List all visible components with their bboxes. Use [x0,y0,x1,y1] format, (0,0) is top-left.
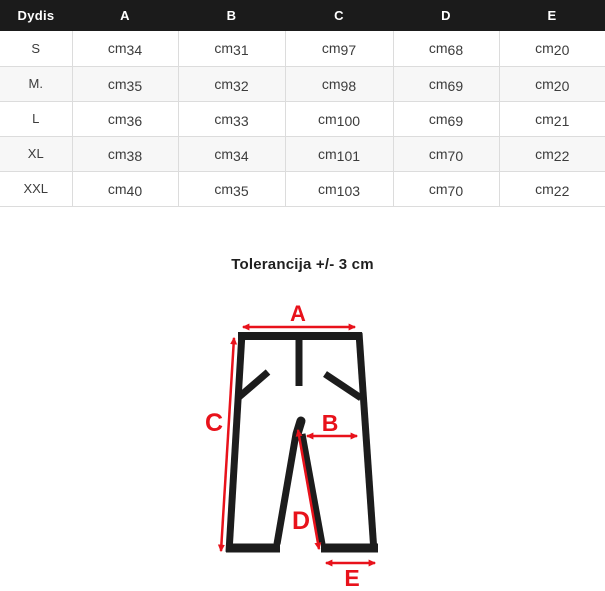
column-header: C [285,0,393,31]
measurement-cell: cm97 [285,31,393,66]
measure-label-d: D [291,506,311,535]
measurement-cell: cm40 [72,171,178,206]
measurement-cell: cm22 [499,136,605,171]
measure-label-b: B [321,409,339,436]
column-header: B [178,0,285,31]
measurement-cell: cm34 [178,136,285,171]
column-header: Dydis [0,0,72,31]
measurement-cell: cm20 [499,66,605,101]
size-label-cell: M. [0,66,72,101]
column-header: E [499,0,605,31]
size-table-head-row [0,0,605,31]
measurement-cell: cm36 [72,101,178,136]
pants-diagram [0,292,605,591]
measurement-cell: cm70 [393,171,499,206]
pants-left-pocket-line [239,372,268,397]
measurement-cell: cm68 [393,31,499,66]
measurement-cell: cm38 [72,136,178,171]
measurement-cell: cm31 [178,31,285,66]
measurement-cell: cm22 [499,171,605,206]
measure-label-a: A [290,300,306,326]
measurement-cell: cm34 [72,31,178,66]
measurement-cell: cm20 [499,31,605,66]
size-table [0,0,605,207]
size-row [0,136,605,171]
pants-right-pocket-line [325,374,361,398]
pants-left-outer-seam [229,333,242,552]
pants-diagram-section [0,292,605,591]
measurement-cell: cm35 [72,66,178,101]
size-table-body [0,31,605,206]
size-row [0,31,605,66]
size-label-cell: S [0,31,72,66]
size-row [0,171,605,206]
size-row [0,101,605,136]
column-header: A [72,0,178,31]
measure-label-e: E [344,564,360,591]
size-label-cell: XL [0,136,72,171]
size-label-cell: XXL [0,171,72,206]
measurement-cell: cm69 [393,101,499,136]
measurement-cell: cm101 [285,136,393,171]
measurement-cell: cm98 [285,66,393,101]
measurement-cell: cm35 [178,171,285,206]
tolerance-note: Tolerancija +/- 3 cm [231,255,374,273]
measurement-cell: cm32 [178,66,285,101]
measurement-cell: cm100 [285,101,393,136]
size-row [0,66,605,101]
measurement-cell: cm69 [393,66,499,101]
column-header: D [393,0,499,31]
pants-right-outer-seam [359,333,374,552]
measurement-cell: cm70 [393,136,499,171]
measure-label-c: C [204,408,224,437]
measurement-cell: cm21 [499,101,605,136]
measurement-cell: cm33 [178,101,285,136]
size-label-cell: L [0,101,72,136]
measurement-cell: cm103 [285,171,393,206]
